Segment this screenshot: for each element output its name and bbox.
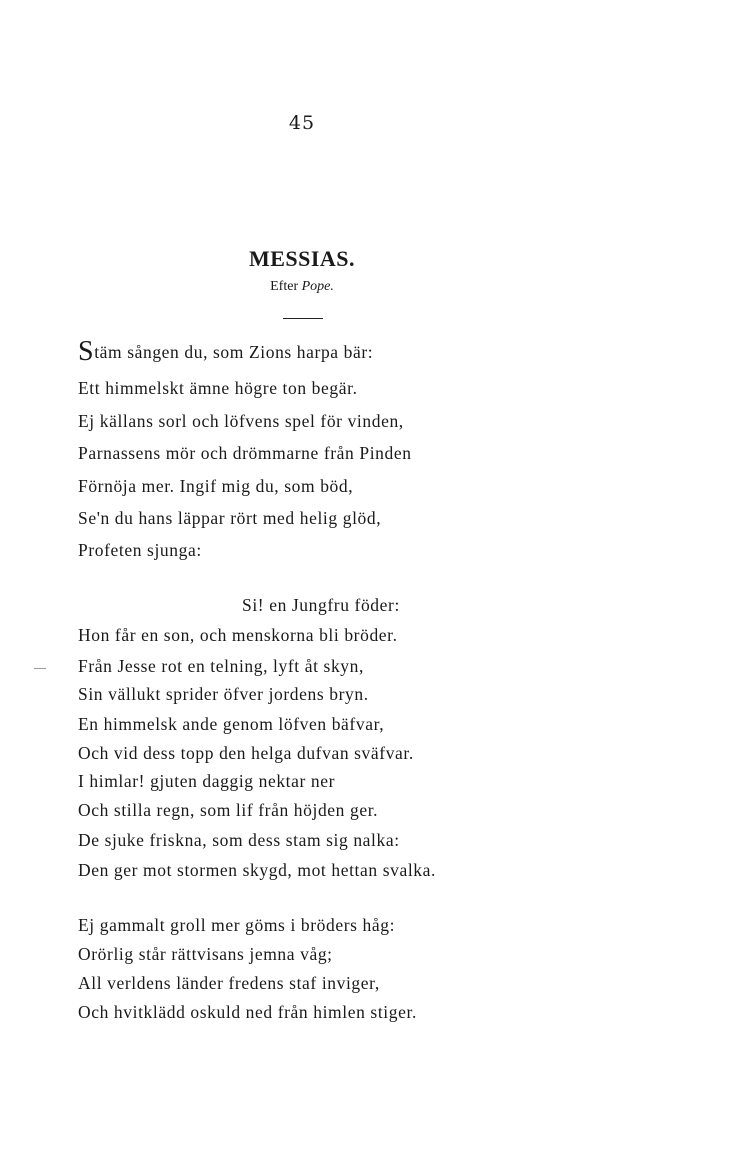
poem-subtitle	[0, 279, 604, 295]
poem-line: De sjuke friskna, som dess stam sig nalka:	[78, 830, 400, 850]
poem-line: Se'n du hans läppar rört med helig glöd,	[78, 508, 382, 528]
drop-cap: S	[78, 336, 95, 367]
margin-mark	[34, 668, 46, 669]
poem-line: Och hvitklädd oskuld ned från himlen stiger.	[78, 1002, 417, 1022]
poem-line: Förnöja mer. Ingif mig du, som böd,	[78, 476, 354, 496]
poem-line: Den ger mot stormen skygd, mot hettan svalka.	[78, 860, 436, 880]
poem-line: Ej gammalt groll mer göms i bröders håg:	[78, 915, 396, 935]
poem-line: Si! en Jungfru föder:	[242, 595, 400, 615]
poem-line: I himlar! gjuten daggig nektar ner	[78, 771, 336, 791]
poem-line: All verldens länder fredens staf inviger,	[78, 973, 380, 993]
poem-line: Hon får en son, och menskorna bli bröder.	[78, 625, 398, 645]
poem-line: En himmelsk ande genom löfven bäfvar,	[78, 714, 385, 734]
subtitle-prefix: Efter	[270, 279, 299, 294]
poem-line: Sin vällukt sprider öfver jordens bryn.	[78, 684, 369, 704]
poem-title: MESSIAS.	[248, 246, 356, 271]
poem-line	[78, 336, 374, 367]
poem-line: Orörlig står rättvisans jemna våg;	[78, 944, 333, 964]
poem-line: Parnassens mör och drömmarne från Pinden	[78, 443, 412, 463]
poem-line: Och stilla regn, som lif från höjden ger.	[78, 800, 379, 820]
poem-line: Och vid dess topp den helga dufvan sväfvar.	[78, 743, 414, 763]
poem-line-text: täm sången du, som Zions harpa bär:	[94, 342, 374, 362]
subtitle-author: Pope.	[301, 279, 334, 294]
poem-line: Ej källans sorl och löfvens spel för vinden,	[78, 411, 404, 431]
poem-line: Från Jesse rot en telning, lyft åt skyn,	[78, 656, 364, 676]
poem-line: Ett himmelskt ämne högre ton begär.	[78, 378, 358, 398]
poem-line: Profeten sjunga:	[78, 540, 202, 560]
title-rule	[283, 318, 323, 319]
page-number: 45	[288, 112, 316, 134]
